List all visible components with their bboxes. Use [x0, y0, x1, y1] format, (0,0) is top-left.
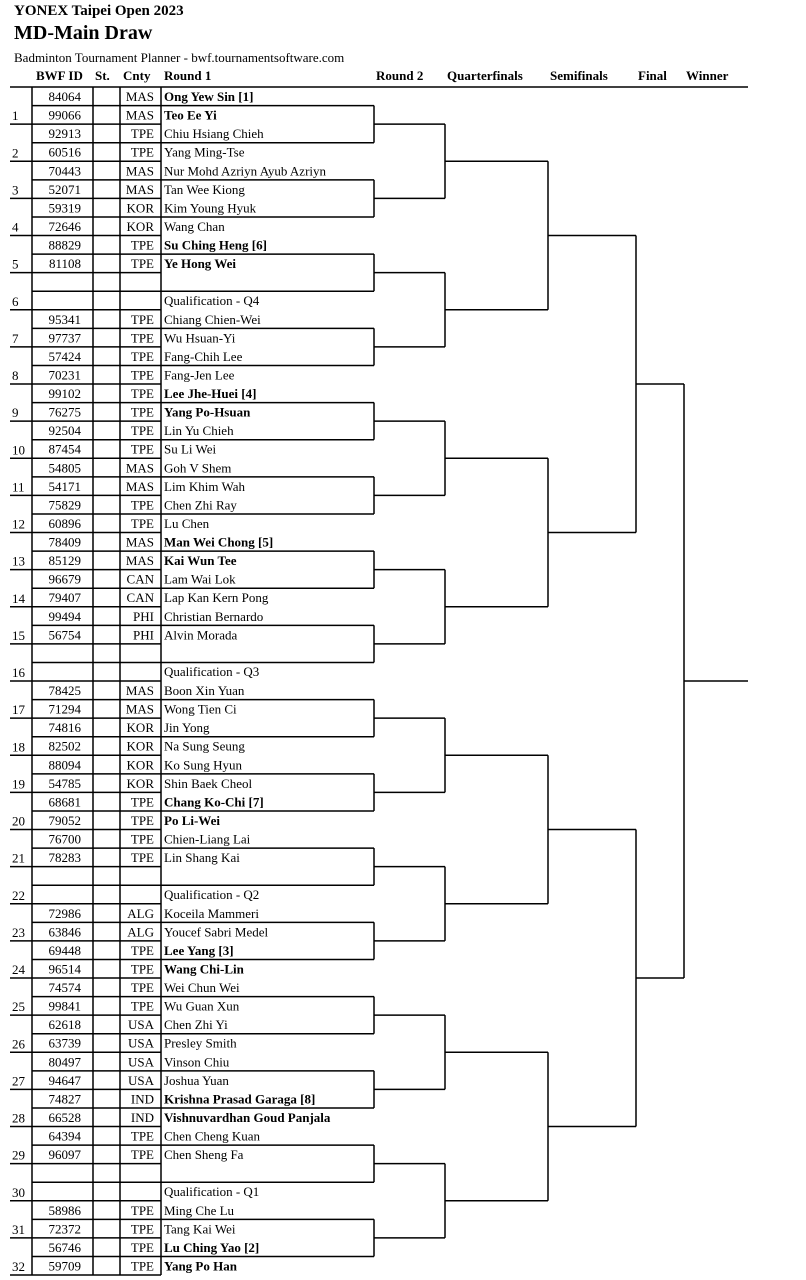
- draw-position-number: 18: [12, 739, 25, 755]
- player-bwf-id: 92504: [48, 423, 81, 439]
- col-header-round-2: Round 2: [376, 68, 424, 83]
- player-country: TPE: [130, 441, 154, 457]
- player-name: Chen Sheng Fa: [164, 1147, 244, 1163]
- player-bwf-id: 92913: [48, 126, 81, 142]
- draw-position-number: 17: [12, 702, 25, 718]
- player-name: Chen Cheng Kuan: [164, 1128, 261, 1144]
- draw-position-number: 30: [12, 1184, 25, 1200]
- player-bwf-id: 99066: [48, 107, 81, 123]
- player-country: ALG: [127, 905, 154, 921]
- player-name: Man Wei Chong [5]: [164, 534, 274, 550]
- draw-position-number: 4: [12, 219, 19, 235]
- draw-position-number: 11: [12, 479, 25, 495]
- player-name: Tan Wee Kiong: [164, 181, 245, 197]
- player-country: TPE: [130, 998, 154, 1014]
- player-country: TPE: [130, 1258, 154, 1274]
- player-country: USA: [127, 1054, 154, 1070]
- player-name: Su Li Wei: [164, 441, 217, 457]
- player-bwf-id: 94647: [48, 1072, 81, 1088]
- player-country: TPE: [130, 980, 154, 995]
- player-country: TPE: [130, 850, 154, 866]
- player-bwf-id: 54785: [48, 775, 81, 791]
- player-bwf-id: 74816: [48, 720, 81, 736]
- draw-position-number: 21: [12, 850, 25, 866]
- qualifier-placeholder: Qualification - Q4: [164, 292, 260, 308]
- player-bwf-id: 59319: [48, 200, 81, 216]
- draw-position-number: 7: [12, 330, 19, 346]
- player-name: Chiang Chien-Wei: [164, 311, 261, 327]
- player-name: Wu Guan Xun: [164, 998, 240, 1014]
- player-bwf-id: 85129: [48, 553, 81, 569]
- player-country: TPE: [130, 404, 154, 420]
- player-bwf-id: 99494: [48, 608, 81, 624]
- player-bwf-id: 79052: [48, 812, 81, 828]
- player-country: MAS: [125, 89, 154, 104]
- player-bwf-id: 87454: [48, 441, 81, 457]
- player-name: Yang Po Han: [164, 1258, 237, 1274]
- player-name: Goh V Shem: [164, 460, 232, 476]
- player-name: Fang-Jen Lee: [164, 367, 235, 383]
- draw-position-number: 28: [12, 1110, 25, 1126]
- draw-title: MD-Main Draw: [14, 22, 153, 44]
- player-name: Lee Yang [3]: [164, 942, 234, 958]
- player-country: TPE: [130, 812, 154, 828]
- col-header-quarterfinals: Quarterfinals: [447, 68, 523, 83]
- player-bwf-id: 82502: [48, 738, 81, 754]
- player-bwf-id: 96679: [48, 571, 81, 587]
- player-country: KOR: [126, 757, 154, 773]
- player-country: MAS: [125, 534, 154, 550]
- player-name: Boon Xin Yuan: [164, 683, 245, 698]
- player-bwf-id: 76275: [48, 404, 81, 420]
- player-name: Lap Kan Kern Pong: [164, 590, 269, 606]
- player-name: Po Li-Wei: [164, 812, 220, 828]
- player-bwf-id: 78409: [48, 534, 81, 550]
- player-country: TPE: [130, 1239, 154, 1255]
- player-country: CAN: [126, 571, 154, 587]
- player-name: Chiu Hsiang Chieh: [164, 126, 264, 142]
- draw-position-number: 1: [12, 108, 19, 124]
- player-name: Ko Sung Hyun: [164, 757, 243, 773]
- player-country: KOR: [126, 738, 154, 754]
- col-header-country: Cnty: [123, 68, 151, 83]
- draw-position-number: 10: [12, 442, 25, 458]
- player-bwf-id: 79407: [48, 590, 81, 606]
- draw-position-number: 15: [12, 627, 25, 643]
- player-name: Tang Kai Wei: [164, 1221, 236, 1237]
- player-name: Koceila Mammeri: [164, 905, 259, 921]
- player-country: TPE: [130, 423, 154, 439]
- player-country: MAS: [125, 683, 154, 698]
- draw-position-number: 19: [12, 776, 25, 792]
- player-name: Lu Ching Yao [2]: [164, 1239, 260, 1255]
- draw-position-number: 27: [12, 1073, 25, 1089]
- player-name: Na Sung Seung: [164, 738, 245, 754]
- player-bwf-id: 72372: [48, 1221, 81, 1237]
- player-bwf-id: 72986: [48, 905, 81, 921]
- col-header-winner: Winner: [686, 68, 729, 83]
- player-bwf-id: 88829: [48, 237, 81, 253]
- player-name: Wong Tien Ci: [164, 701, 237, 717]
- player-country: MAS: [125, 478, 154, 494]
- player-name: Jin Yong: [164, 720, 210, 736]
- player-name: Kai Wun Tee: [164, 553, 237, 569]
- player-bwf-id: 95341: [48, 311, 81, 327]
- player-name: Joshua Yuan: [164, 1072, 229, 1088]
- player-bwf-id: 88094: [48, 757, 81, 773]
- player-name: Kim Young Hyuk: [164, 200, 257, 216]
- player-country: TPE: [130, 330, 154, 346]
- player-country: TPE: [130, 942, 154, 958]
- player-country: TPE: [130, 126, 154, 142]
- player-bwf-id: 99841: [48, 998, 81, 1014]
- player-country: TPE: [130, 256, 154, 272]
- player-bwf-id: 63739: [48, 1035, 81, 1051]
- player-country: PHI: [133, 627, 154, 643]
- player-bwf-id: 70231: [48, 367, 81, 383]
- player-bwf-id: 54171: [48, 478, 81, 494]
- player-bwf-id: 63846: [48, 924, 81, 940]
- draw-position-number: 2: [12, 145, 19, 161]
- col-header-final: Final: [638, 68, 667, 83]
- player-bwf-id: 60896: [48, 515, 81, 531]
- player-name: Lu Chen: [164, 515, 210, 531]
- player-country: TPE: [130, 831, 154, 847]
- player-country: TPE: [130, 1221, 154, 1237]
- player-name: Ye Hong Wei: [164, 256, 236, 272]
- player-name: Krishna Prasad Garaga [8]: [164, 1091, 316, 1107]
- player-country: TPE: [130, 367, 154, 383]
- draw-position-number: 24: [12, 962, 25, 977]
- draw-position-number: 16: [12, 665, 25, 680]
- draw-position-number: 13: [12, 553, 25, 569]
- player-name: Shin Baek Cheol: [164, 775, 253, 791]
- player-country: TPE: [130, 144, 154, 160]
- player-name: Yang Ming-Tse: [164, 144, 245, 160]
- col-header-round-1: Round 1: [164, 68, 212, 83]
- player-country: MAS: [125, 181, 154, 197]
- player-country: IND: [130, 1091, 154, 1107]
- qualifier-placeholder: Qualification - Q3: [164, 664, 260, 679]
- player-bwf-id: 74574: [48, 980, 81, 995]
- player-name: Nur Mohd Azriyn Ayub Azriyn: [164, 163, 327, 179]
- draw-position-number: 29: [12, 1147, 25, 1163]
- player-name: Yang Po-Hsuan: [164, 404, 251, 420]
- draw-position-number: 31: [12, 1221, 25, 1237]
- col-header-semifinals: Semifinals: [550, 68, 608, 83]
- qualifier-placeholder: Qualification - Q1: [164, 1183, 260, 1199]
- draw-position-number: 20: [12, 813, 25, 829]
- player-country: TPE: [130, 1147, 154, 1163]
- player-bwf-id: 57424: [48, 348, 81, 364]
- player-country: USA: [127, 1072, 154, 1088]
- player-country: TPE: [130, 515, 154, 531]
- player-bwf-id: 71294: [48, 701, 81, 717]
- player-country: MAS: [125, 553, 154, 569]
- player-name: Ming Che Lu: [164, 1202, 235, 1218]
- player-country: TPE: [130, 794, 154, 810]
- player-country: MAS: [125, 107, 154, 123]
- col-header-bwf-id: BWF ID: [36, 68, 83, 83]
- player-bwf-id: 54805: [48, 460, 81, 476]
- draw-position-number: 3: [12, 182, 19, 198]
- player-country: KOR: [126, 200, 154, 216]
- draw-position-number: 23: [12, 924, 25, 940]
- player-bwf-id: 56746: [48, 1239, 81, 1255]
- player-bwf-id: 96097: [48, 1147, 81, 1163]
- player-name: Chen Zhi Yi: [164, 1017, 228, 1033]
- player-name: Wang Chan: [164, 218, 225, 234]
- player-bwf-id: 62618: [48, 1017, 81, 1033]
- player-bwf-id: 80497: [48, 1054, 81, 1070]
- player-country: KOR: [126, 720, 154, 736]
- player-country: KOR: [126, 218, 154, 234]
- player-name: Su Ching Heng [6]: [164, 237, 267, 253]
- player-bwf-id: 76700: [48, 831, 81, 847]
- player-name: Wang Chi-Lin: [164, 961, 244, 977]
- qualifier-placeholder: Qualification - Q2: [164, 886, 260, 902]
- player-name: Alvin Morada: [164, 627, 238, 643]
- player-country: ALG: [127, 924, 154, 940]
- player-name: Teo Ee Yi: [164, 107, 217, 123]
- player-name: Youcef Sabri Medel: [164, 924, 269, 940]
- player-bwf-id: 68681: [48, 794, 81, 810]
- player-bwf-id: 59709: [48, 1258, 81, 1274]
- player-bwf-id: 84064: [48, 89, 81, 104]
- draw-position-number: 32: [12, 1259, 25, 1274]
- player-country: KOR: [126, 775, 154, 791]
- player-name: Ong Yew Sin [1]: [164, 89, 254, 104]
- player-bwf-id: 99102: [48, 386, 81, 401]
- planner-subtitle: Badminton Tournament Planner - bwf.tournamentsoftware.com: [14, 50, 345, 65]
- draw-position-number: 22: [12, 887, 25, 903]
- player-bwf-id: 75829: [48, 497, 81, 513]
- player-country: TPE: [130, 386, 154, 401]
- player-bwf-id: 78283: [48, 850, 81, 866]
- player-name: Christian Bernardo: [164, 608, 264, 624]
- player-name: Fang-Chih Lee: [164, 348, 243, 364]
- player-country: TPE: [130, 1128, 154, 1144]
- player-bwf-id: 70443: [48, 163, 81, 179]
- player-name: Chen Zhi Ray: [164, 497, 237, 513]
- draw-position-number: 26: [12, 1036, 25, 1052]
- draw-position-number: 25: [12, 999, 25, 1015]
- player-bwf-id: 96514: [48, 961, 81, 977]
- player-bwf-id: 60516: [48, 144, 81, 160]
- draw-position-number: 8: [12, 368, 19, 383]
- player-name: Lam Wai Lok: [164, 571, 236, 587]
- draw-position-number: 5: [12, 256, 19, 272]
- player-country: MAS: [125, 460, 154, 476]
- player-name: Wu Hsuan-Yi: [164, 330, 236, 346]
- player-bwf-id: 66528: [48, 1109, 81, 1125]
- draw-position-number: 6: [12, 293, 19, 309]
- player-country: TPE: [130, 1202, 154, 1218]
- draw-position-number: 14: [12, 590, 25, 606]
- tournament-title: YONEX Taipei Open 2023: [14, 3, 184, 19]
- player-country: TPE: [130, 237, 154, 253]
- player-bwf-id: 74827: [48, 1091, 81, 1107]
- player-bwf-id: 64394: [48, 1128, 81, 1144]
- player-name: Chien-Liang Lai: [164, 831, 251, 847]
- player-country: MAS: [125, 163, 154, 179]
- col-header-status: St.: [95, 68, 110, 83]
- player-bwf-id: 72646: [48, 218, 81, 234]
- player-country: TPE: [130, 348, 154, 364]
- player-name: Lim Khim Wah: [164, 478, 246, 494]
- player-bwf-id: 97737: [48, 330, 81, 346]
- player-country: TPE: [130, 311, 154, 327]
- draw-position-number: 12: [12, 516, 25, 532]
- player-country: TPE: [130, 497, 154, 513]
- player-country: TPE: [130, 961, 154, 977]
- player-name: Chang Ko-Chi [7]: [164, 794, 264, 810]
- player-name: Vinson Chiu: [164, 1054, 230, 1070]
- player-country: IND: [130, 1109, 154, 1125]
- player-bwf-id: 52071: [48, 181, 81, 197]
- player-name: Lin Yu Chieh: [164, 423, 234, 439]
- player-bwf-id: 81108: [48, 256, 81, 272]
- player-name: Lin Shang Kai: [164, 850, 240, 866]
- player-name: Lee Jhe-Huei [4]: [164, 386, 257, 401]
- player-country: PHI: [133, 608, 154, 624]
- player-bwf-id: 69448: [48, 942, 81, 958]
- player-name: Presley Smith: [164, 1035, 237, 1051]
- player-name: Wei Chun Wei: [164, 980, 240, 995]
- player-country: MAS: [125, 701, 154, 717]
- player-bwf-id: 78425: [48, 683, 81, 698]
- draw-position-number: 9: [12, 405, 19, 421]
- player-country: USA: [127, 1035, 154, 1051]
- player-country: USA: [127, 1017, 154, 1033]
- player-name: Vishnuvardhan Goud Panjala: [164, 1109, 331, 1125]
- player-bwf-id: 58986: [48, 1202, 81, 1218]
- player-country: CAN: [126, 590, 154, 606]
- player-bwf-id: 56754: [48, 627, 81, 643]
